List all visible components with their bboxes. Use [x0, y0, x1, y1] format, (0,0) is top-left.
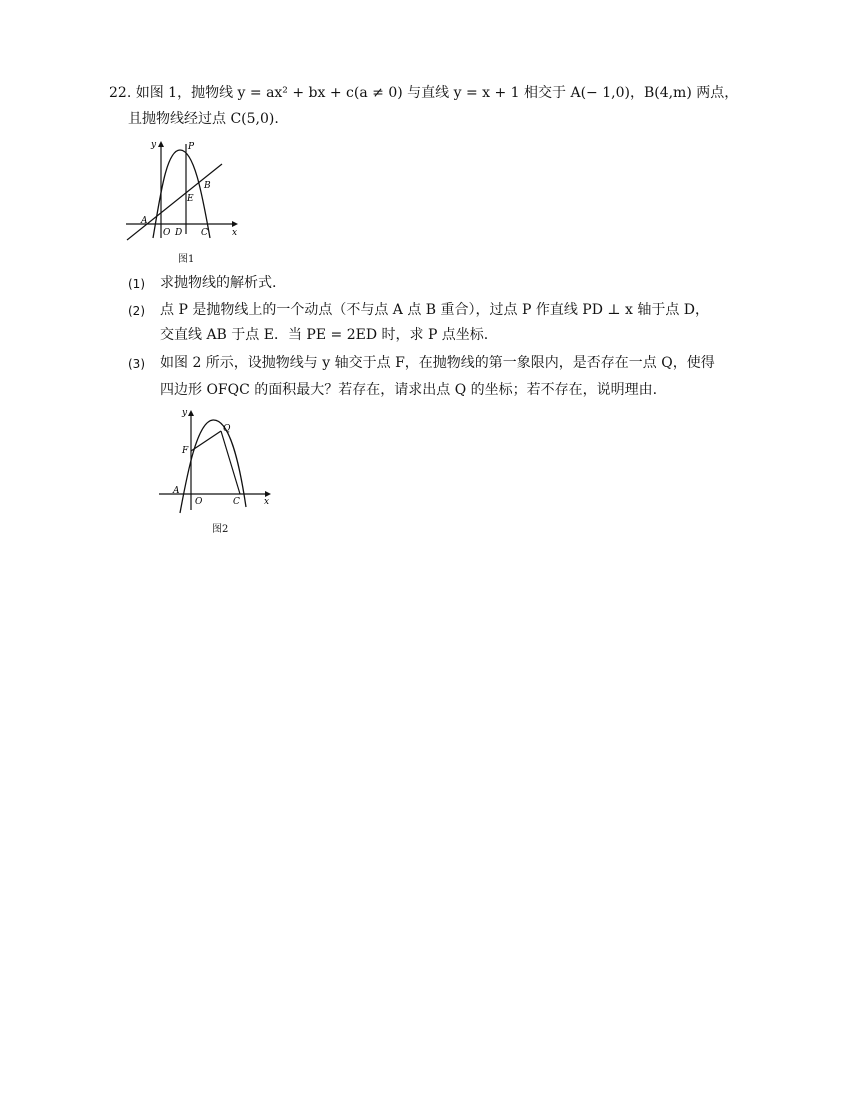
question-number: 22.	[109, 85, 132, 101]
fig2-label-y: y	[182, 408, 188, 418]
fig2-label-x: x	[264, 497, 270, 507]
question-line-1	[109, 82, 738, 104]
fig1-label-x: x	[232, 228, 238, 238]
figure-2	[155, 405, 280, 520]
question-line-2: 且抛物线经过点 C(5,0).	[128, 111, 279, 127]
fig2-y-arrow	[188, 410, 194, 416]
part-2-text-line-2: 交直线 AB 于点 E．当 PE = 2ED 时，求 P 点坐标.	[160, 327, 489, 343]
part-1-text: 求抛物线的解析式.	[160, 275, 277, 291]
figure-2-caption: 图2	[212, 524, 229, 535]
part-3-text-line-2: 四边形 OFQC 的面积最大？若存在，请求出点 Q 的坐标；若不存在，说明理由.	[160, 382, 658, 398]
part-2-number: (2)	[128, 304, 145, 318]
part-3-text-line-1: 如图 2 所示，设抛物线与 y 轴交于点 F，在抛物线的第一象限内，是否存在一点 Q，使得	[160, 355, 715, 371]
figure-1-caption: 图1	[178, 254, 195, 265]
fig1-label-o: O	[163, 228, 171, 238]
fig1-label-c: C	[201, 228, 208, 238]
fig1-label-e: E	[187, 194, 194, 204]
fig2-label-f: F	[182, 446, 189, 456]
fig2-label-o: O	[195, 497, 203, 507]
figure-1	[122, 138, 247, 250]
fig2-label-a: A	[173, 486, 180, 496]
fig2-segment-fq	[191, 431, 221, 451]
part-2-text-line-1: 点 P 是抛物线上的一个动点（不与点 A 点 B 重合），过点 P 作直线 PD ⊥ x 轴于点 D，	[160, 302, 710, 318]
fig1-x-arrow	[232, 221, 238, 227]
fig1-label-a: A	[141, 216, 148, 226]
fig1-label-b: B	[204, 181, 211, 191]
fig1-label-d: D	[175, 228, 183, 238]
fig2-label-q: Q	[223, 424, 231, 434]
fig1-y-arrow	[158, 141, 164, 147]
fig1-label-y: y	[151, 140, 157, 150]
part-1-number: (1)	[128, 277, 145, 291]
fig2-label-c: C	[233, 497, 240, 507]
question-text-1: 如图 1，抛物线 y = ax² + bx + c(a ≠ 0) 与直线 y = x + 1 相交于 A(− 1,0)，B(4,m) 两点，	[135, 85, 739, 101]
fig1-label-p: P	[188, 142, 195, 152]
part-3-number: (3)	[128, 357, 145, 371]
